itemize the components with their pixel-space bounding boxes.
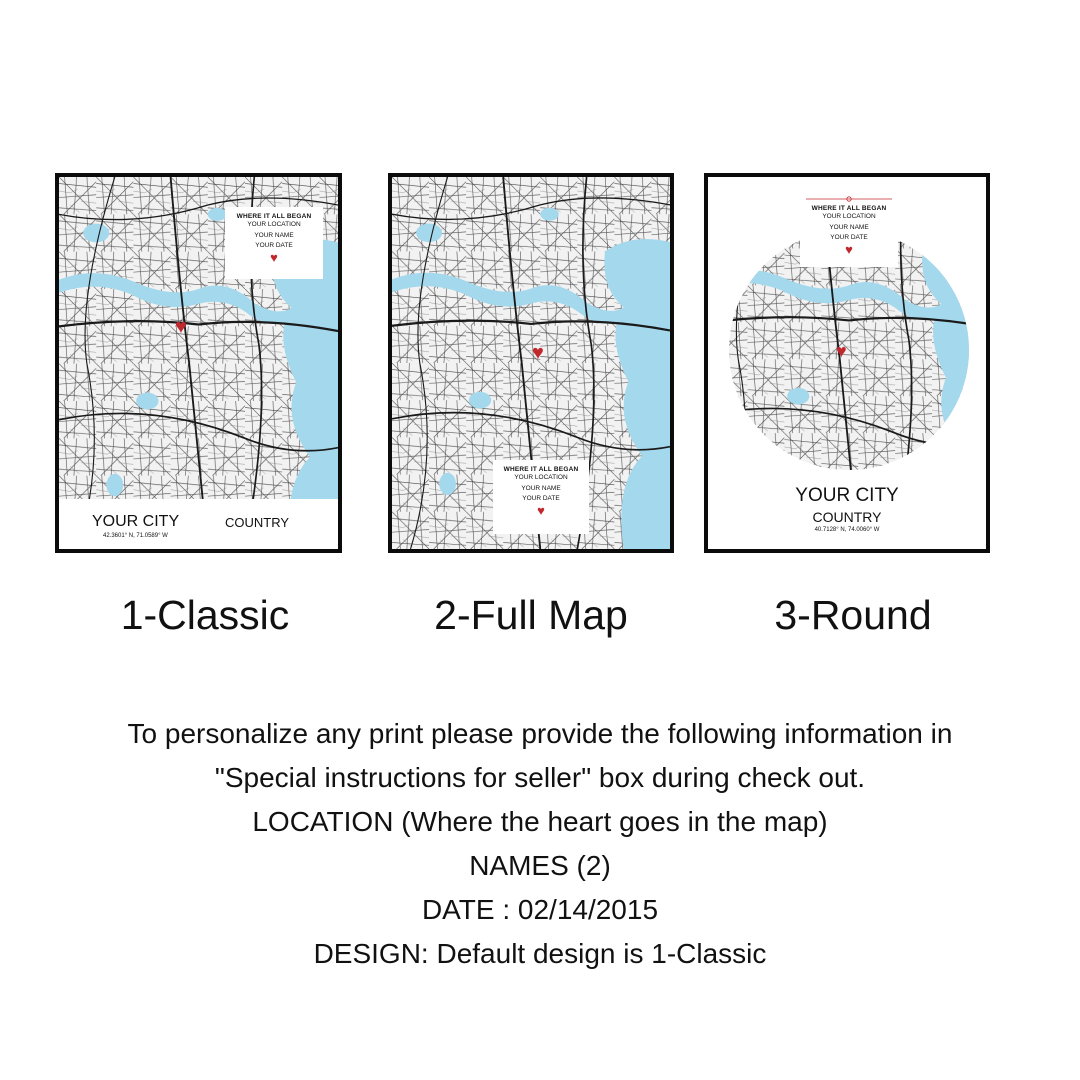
country-name: COUNTRY (225, 515, 290, 530)
instruction-line: LOCATION (Where the heart goes in the map) (252, 806, 828, 837)
card-title: WHERE IT ALL BEGAN (503, 466, 579, 473)
card-date: YOUR DATE (522, 495, 560, 502)
country-name: COUNTRY (812, 509, 882, 525)
card-name: YOUR NAME (254, 231, 294, 239)
caption-classic: 1-Classic (120, 592, 290, 638)
caption-round: 3-Round (774, 592, 932, 638)
location-heart-icon: ♥ (175, 316, 187, 338)
message-card (225, 207, 323, 279)
poster-full-map (388, 173, 674, 553)
instruction-line: NAMES (2) (469, 850, 611, 881)
card-name: YOUR NAME (521, 484, 561, 492)
instruction-line: To personalize any print please provide the following information in (127, 718, 953, 749)
location-heart-icon: ♥ (532, 342, 544, 364)
poster-round (704, 173, 990, 553)
coordinates: 40.7128° N, 74.0060° W (814, 527, 880, 533)
message-card (800, 191, 898, 267)
card-date: YOUR DATE (830, 234, 868, 241)
card-location: YOUR LOCATION (514, 474, 568, 481)
card-date: YOUR DATE (255, 242, 293, 249)
instruction-line: DATE : 02/14/2015 (421, 894, 659, 925)
card-name: YOUR NAME (829, 223, 869, 231)
instruction-line: DESIGN: Default design is 1-Classic (313, 938, 767, 969)
card-title: WHERE IT ALL BEGAN (811, 205, 887, 212)
heart-icon: ♥ (845, 241, 853, 257)
ornament-divider (804, 195, 894, 203)
instructions (0, 712, 1080, 976)
card-location: YOUR LOCATION (822, 213, 876, 220)
city-name: YOUR CITY (92, 513, 180, 530)
heart-icon: ♥ (270, 249, 278, 265)
instruction-line: "Special instructions for seller" box during check out. (214, 762, 866, 793)
caption-full-map: 2-Full Map (434, 592, 628, 638)
message-card (493, 460, 589, 534)
heart-icon: ♥ (537, 502, 545, 518)
card-location: YOUR LOCATION (247, 221, 301, 228)
location-heart-icon: ♥ (836, 341, 847, 361)
city-name: YOUR CITY (795, 485, 899, 506)
poster-classic (55, 173, 342, 553)
card-title: WHERE IT ALL BEGAN (236, 213, 312, 220)
coordinates: 42.3601° N, 71.0589° W (103, 533, 168, 539)
